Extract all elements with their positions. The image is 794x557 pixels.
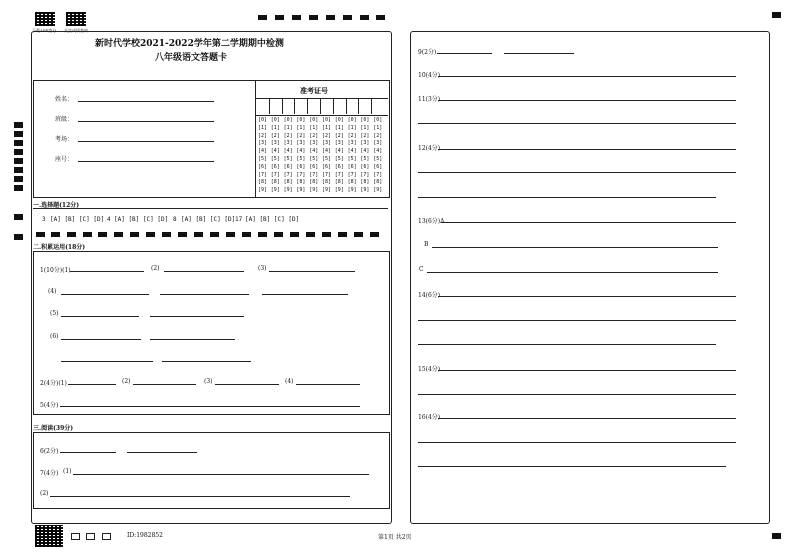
class-label: 班级： [55,116,74,123]
exam-id-bubble[interactable]: [0] [322,117,332,123]
q13b-answer[interactable] [432,247,718,248]
q10-answer[interactable] [438,76,736,77]
q2-4-label: (4) [285,378,294,385]
q2-2-answer[interactable] [133,384,196,385]
q1-4-answer-a[interactable] [61,294,149,295]
q15-answer-a[interactable] [438,370,736,371]
exam-id-bubble[interactable]: [1] [283,124,293,131]
q7-2-label: (2) [40,490,49,497]
q16-answer-b[interactable] [418,442,736,443]
q1-2-label: (2) [151,265,160,272]
exam-id-bubble[interactable]: [0] [296,117,306,123]
footer-box-2 [86,533,95,540]
exam-id-bubble[interactable]: [0] [258,117,268,123]
exam-id-bubble[interactable]: [2] [270,132,280,139]
exam-id-bubble[interactable]: [1] [347,124,357,131]
exam-id-bubble[interactable]: [8] [360,179,370,186]
exam-id-bubble[interactable]: [2] [360,132,370,139]
exam-id-bubble[interactable]: [7] [296,171,306,178]
exam-id-bubble[interactable]: [6] [360,163,370,170]
q13b-label: B [424,241,429,248]
exam-id-column-divider [320,98,321,114]
exam-id-bubble[interactable]: [4] [296,148,306,155]
q12-answer-a[interactable] [438,149,736,150]
q1-4-answer-b[interactable] [160,294,249,295]
exam-id-bubble[interactable]: [6] [373,163,383,170]
q9-label: 9(2分) [418,49,437,56]
q11-answer-a[interactable] [438,100,736,101]
exam-id-column-divider [358,98,359,114]
exam-id-bubble[interactable]: [8] [283,179,293,186]
exam-id-bubble[interactable]: [7] [373,171,383,178]
exam-id-bubble[interactable]: [7] [360,171,370,178]
exam-id-bubble[interactable]: [5] [296,156,306,162]
exam-id-bubble[interactable]: [7] [283,171,293,178]
q2-2-label: (2) [122,378,131,385]
q12-label: 12(4分) [418,145,441,152]
section3-box [33,432,390,509]
exam-id-bubble[interactable]: [3] [334,140,344,147]
q3-options[interactable]: [A] [B] [C] [D] [50,216,105,223]
exam-id-column-divider [346,98,347,114]
exam-id-bubble[interactable]: [4] [360,148,370,155]
q14-label: 14(6分) [418,292,441,299]
q1-4-label: (4) [48,288,57,295]
q10-label: 10(4分) [418,72,441,79]
section2-heading: 二.积累运用(18分) [33,244,86,251]
q15-answer-b[interactable] [418,394,736,395]
q1-1-answer[interactable] [70,271,144,272]
exam-id-bubble[interactable]: [6] [334,163,344,170]
room-field[interactable] [78,141,214,142]
q2-3-answer[interactable] [215,384,279,385]
q12-answer-c[interactable] [418,197,716,198]
exam-id-bubble[interactable]: [2] [373,132,383,139]
exam-id-bubble[interactable]: [1] [322,124,332,131]
qr-code-app [35,12,55,26]
exam-id-bubble[interactable]: [0] [270,117,280,123]
exam-id-column-divider [269,98,270,114]
exam-id-bubble[interactable]: [4] [258,148,268,155]
exam-id-bubble[interactable]: [4] [270,148,280,155]
exam-id-bubble[interactable]: [3] [309,140,319,147]
q16-answer-c[interactable] [418,466,726,467]
q13a-answer[interactable] [441,222,736,223]
q8-number: 8 [173,216,177,223]
qr-code-follow [66,12,86,26]
name-label: 姓名： [55,96,74,103]
q1-6-label: (6) [50,333,59,340]
exam-id-bubble[interactable]: [6] [296,163,306,170]
section3-heading: 三.阅读(39分) [33,425,74,432]
exam-id-bubble[interactable]: [2] [296,132,306,139]
exam-id-bubble[interactable]: [9] [373,187,383,194]
q7-1-label: (1) [63,468,72,475]
q13c-answer[interactable] [427,272,718,273]
exam-id-bubble[interactable]: [2] [347,132,357,139]
exam-id-bubble[interactable]: [6] [322,163,332,170]
footer-box-1 [71,533,80,540]
q6-answer-a[interactable] [60,452,116,453]
exam-id-bubble[interactable]: [2] [258,132,268,139]
exam-id-bubble[interactable]: [6] [309,163,319,170]
exam-id-bubble[interactable]: [0] [309,117,319,123]
class-field[interactable] [78,121,214,122]
q14-answer-c[interactable] [418,344,716,345]
q4-number: 4 [107,216,111,223]
exam-id-bubble[interactable]: [1] [334,124,344,131]
q6-label: 6(2分) [40,448,59,455]
q1-6-answer-b[interactable] [150,339,235,340]
exam-id-bubble[interactable]: [7] [347,171,357,178]
q2-3-label: (3) [204,378,213,385]
exam-id-bubble[interactable]: [3] [347,140,357,147]
q7-1-answer[interactable] [73,474,369,475]
qr-caption-follow: 关注成绩查询 [64,28,88,33]
qr-caption-app: 下载APP查分 [32,28,57,33]
exam-id-bubble[interactable]: [6] [270,163,280,170]
q8-options[interactable]: [A] [B] [C] [D] [181,216,236,223]
exam-id-bubble[interactable]: [5] [360,156,370,162]
exam-id-bubble[interactable]: [0] [283,117,293,123]
q15-label: 15(4分) [418,366,441,373]
exam-id-bubble[interactable]: [6] [258,163,268,170]
q9-answer-a[interactable] [437,53,492,54]
q5-answer[interactable] [60,406,360,407]
exam-id-column-divider [307,98,308,114]
exam-id-bubble[interactable]: [1] [258,124,268,131]
exam-id-bubble[interactable]: [0] [373,117,383,123]
corner-mark-br [772,533,781,539]
exam-id-bubble[interactable]: [0] [360,117,370,123]
q11-answer-b[interactable] [418,123,736,124]
sheet-id: ID:1982852 [127,532,163,539]
exam-id-bubble[interactable]: [8] [322,179,332,186]
q5-label: 5(4分) [40,402,59,409]
exam-id-bubble[interactable]: [9] [322,187,332,194]
exam-id-bubble[interactable]: [8] [258,179,268,186]
q1-3-label: (3) [258,265,267,272]
q1-6-answer-a[interactable] [61,339,141,340]
exam-id-bubble[interactable]: [8] [373,179,383,186]
exam-id-bubble[interactable]: [9] [283,187,293,194]
exam-id-bubble[interactable]: [9] [334,187,344,194]
corner-mark-tr [772,12,781,18]
q7-label: 7(4分) [40,470,59,477]
q1-label: 1(10分)(1) [40,267,71,274]
q1-4-answer-c[interactable] [262,294,348,295]
exam-id-bubble[interactable]: [9] [270,187,280,194]
exam-id-bubble[interactable]: [9] [296,187,306,194]
footer-qr-code [35,525,63,547]
exam-id-bubble[interactable]: [2] [283,132,293,139]
section2-box [33,251,390,415]
q6-answer-b[interactable] [127,452,197,453]
exam-id-bubble[interactable]: [3] [283,140,293,147]
exam-id-bubble[interactable]: [4] [334,148,344,155]
exam-id-bubble[interactable]: [3] [373,140,383,147]
exam-id-bubble[interactable]: [7] [309,171,319,178]
exam-id-bubble[interactable]: [7] [322,171,332,178]
q1-5-answer-a[interactable] [61,316,139,317]
exam-id-bubble[interactable]: [2] [309,132,319,139]
exam-id-bubble[interactable]: [6] [283,163,293,170]
exam-id-bubble[interactable]: [5] [270,156,280,162]
exam-id-bubble[interactable]: [9] [309,187,319,194]
section1-divider [33,208,388,209]
q1-3-answer[interactable] [269,271,355,272]
q17-options[interactable]: [A] [B] [C] [D] [245,216,300,223]
q16-answer-a[interactable] [438,418,736,419]
exam-id-bubble[interactable]: [5] [334,156,344,162]
right-panel [410,31,770,524]
exam-id-bubble[interactable]: [8] [334,179,344,186]
q1-2-answer[interactable] [164,271,244,272]
q13a-label: 13(6分)A [418,218,445,225]
exam-id-bubble[interactable]: [3] [258,140,268,147]
exam-id-heading: 准考证号 [300,86,328,95]
exam-id-bubble[interactable]: [4] [283,148,293,155]
exam-id-bubble[interactable]: [5] [347,156,357,162]
exam-id-bubble[interactable]: [3] [270,140,280,147]
exam-id-bubble[interactable]: [2] [334,132,344,139]
q1-6-answer-d[interactable] [162,361,251,362]
exam-id-bubble[interactable]: [5] [258,156,268,162]
seat-field[interactable] [78,161,214,162]
exam-id-column-divider [282,98,283,114]
exam-id-bubble[interactable]: [9] [360,187,370,194]
section1-heading: 一.选择题(12分) [33,202,80,209]
q17-number: 17 [235,216,243,223]
exam-id-bubble[interactable]: [3] [360,140,370,147]
exam-id-column-divider [371,98,372,114]
q9-answer-b[interactable] [504,53,574,54]
exam-id-bubble[interactable]: [3] [322,140,332,147]
q14-answer-a[interactable] [438,296,736,297]
exam-id-bubble[interactable]: [1] [360,124,370,131]
q2-label: 2(4分)(1) [40,380,67,387]
exam-id-bubble[interactable]: [7] [270,171,280,178]
exam-id-bubble[interactable]: [9] [258,187,268,194]
exam-id-bubble[interactable]: [4] [347,148,357,155]
exam-id-bubble[interactable]: [6] [347,163,357,170]
exam-id-write-row [255,98,388,116]
q4-options[interactable]: [A] [B] [C] [D] [114,216,169,223]
exam-id-bubble[interactable]: [5] [322,156,332,162]
exam-id-bubble[interactable]: [4] [322,148,332,155]
q14-answer-b[interactable] [418,320,736,321]
exam-id-bubble[interactable]: [3] [296,140,306,147]
exam-id-bubble[interactable]: [8] [347,179,357,186]
exam-id-bubble[interactable]: [9] [347,187,357,194]
exam-id-bubble[interactable]: [0] [334,117,344,123]
exam-id-bubble[interactable]: [4] [373,148,383,155]
exam-id-bubble[interactable]: [0] [347,117,357,123]
q1-5-answer-b[interactable] [150,316,244,317]
exam-title: 新时代学校2021-2022学年第二学期期中检测 [95,39,284,49]
exam-id-bubble[interactable]: [5] [283,156,293,162]
q2-1-answer[interactable] [68,384,116,385]
name-field[interactable] [78,101,214,102]
exam-id-bubble[interactable]: [7] [258,171,268,178]
exam-id-column-divider [294,98,295,114]
q13c-label: C [419,266,424,273]
exam-id-bubble[interactable]: [2] [322,132,332,139]
footer-box-3 [102,533,111,540]
exam-id-bubble[interactable]: [5] [309,156,319,162]
exam-id-bubble[interactable]: [1] [270,124,280,131]
answer-sheet-subtitle: 八年级语文答题卡 [155,53,228,63]
q11-label: 11(3分) [418,96,441,103]
exam-id-column-divider [333,98,334,114]
exam-id-bubble[interactable]: [5] [373,156,383,162]
exam-id-bubble[interactable]: [1] [373,124,383,131]
exam-id-bubble[interactable]: [7] [334,171,344,178]
q3-number: 3 [42,216,46,223]
q1-6-answer-c[interactable] [61,361,153,362]
q12-answer-b[interactable] [418,172,736,173]
q16-label: 16(4分) [418,414,441,421]
exam-id-bubble[interactable]: [1] [296,124,306,131]
exam-id-bubble[interactable]: [4] [309,148,319,155]
room-label: 考场： [55,136,74,143]
exam-id-bubble[interactable]: [8] [309,179,319,186]
exam-id-bubble[interactable]: [1] [309,124,319,131]
seat-label: 座号： [55,156,74,163]
q7-2-answer[interactable] [50,496,350,497]
q1-5-label: (5) [50,310,59,317]
exam-id-bubble[interactable]: [8] [270,179,280,186]
exam-id-bubble[interactable]: [8] [296,179,306,186]
page-indicator: 第1页 共2页 [378,534,412,541]
q2-4-answer[interactable] [296,384,360,385]
